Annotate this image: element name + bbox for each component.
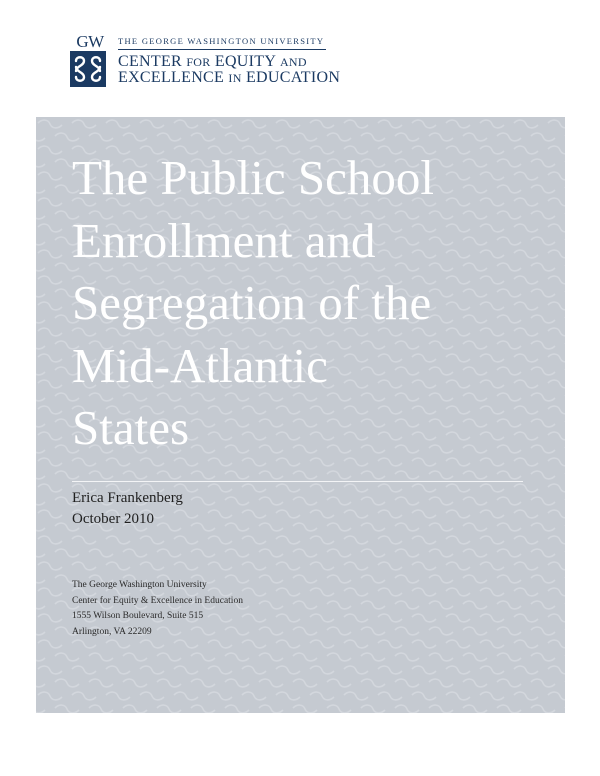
cover-panel (36, 117, 565, 713)
title-line: States (72, 400, 190, 455)
gw-emblem-icon (70, 51, 106, 87)
publication-date: October 2010 (72, 511, 155, 527)
title-line: The Public School (72, 150, 435, 205)
title-line: Segregation of the (72, 275, 432, 330)
address-line: Arlington, VA 22209 (72, 626, 152, 637)
center-name-line-1: CENTER FOR EQUITY AND (118, 53, 307, 70)
center-name-line-2: EXCELLENCE IN EDUCATION (118, 69, 341, 86)
address-line: 1555 Wilson Boulevard, Suite 515 (72, 611, 204, 621)
university-name: THE GEORGE WASHINGTON UNIVERSITY (118, 36, 325, 46)
address-line: The George Washington University (72, 580, 207, 590)
title-line: Mid-Atlantic (72, 337, 328, 393)
logo-rule (118, 49, 326, 50)
gw-cee-logo (70, 32, 341, 93)
title-divider (72, 481, 523, 482)
gw-mark: GW (76, 32, 104, 51)
publisher-address (72, 578, 243, 640)
report-title (72, 147, 542, 460)
address-line: Center for Equity & Excellence in Education (72, 595, 243, 606)
title-line: Enrollment and (72, 212, 376, 268)
author: Erica Frankenberg (72, 490, 183, 506)
